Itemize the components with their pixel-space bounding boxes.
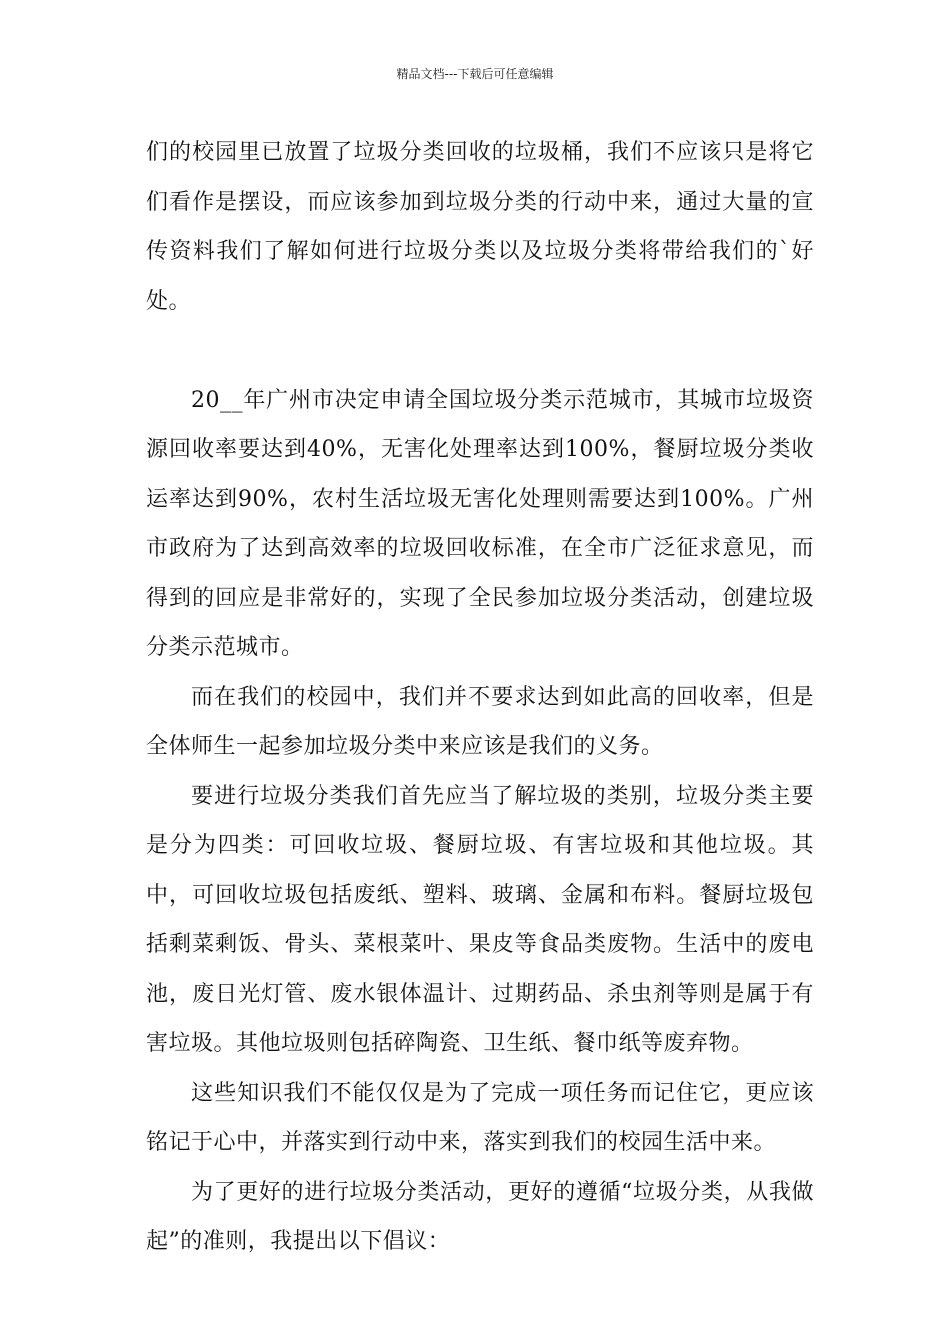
page-header: 精品文档---下载后可任意编辑 [396, 67, 554, 81]
paragraph-5: 这些知识我们不能仅仅是为了完成一项任务而记住它，更应该铭记于心中，并落实到行动中来，落实到我们的校园生活中来。 [146, 1080, 814, 1155]
document-body [146, 128, 814, 1267]
paragraph-4: 要进行垃圾分类我们首先应当了解垃圾的类别，垃圾分类主要是分为四类：可回收垃圾、餐厨垃圾、有害垃圾和其他垃圾。其中，可回收垃圾包括废纸、塑料、玻璃、金属和布料。餐厨垃圾包括剩菜剩饭、骨头、菜根菜叶、果皮等食品类废物。生活中的废电池，废日光灯管、废水银体温计、过期药品、杀虫剂等则是属于有害垃圾。其他垃圾则包括碎陶瓷、卫生纸、餐巾纸等废弃物。 [146, 783, 814, 1056]
paragraph-1: 们的校园里已放置了垃圾分类回收的垃圾桶，我们不应该只是将它们看作是摆设，而应该参加到垃圾分类的行动中来，通过大量的宣传资料我们了解如何进行垃圾分类以及垃圾分类将带给我们的`好处。 [146, 140, 814, 314]
paragraph-6: 为了更好的进行垃圾分类活动，更好的遵循“垃圾分类，从我做起”的准则，我提出以下倡议： [146, 1179, 814, 1254]
paragraph-3: 而在我们的校园中，我们并不要求达到如此高的回收率，但是全体师生一起参加垃圾分类中来应该是我们的义务。 [146, 684, 814, 759]
paragraph-2: 20__年广州市决定申请全国垃圾分类示范城市，其城市垃圾资源回收率要达到40%，无害化处理率达到100%，餐厨垃圾分类收运率达到90%，农村生活垃圾无害化处理则需要达到100%。广州市政府为了达到高效率的垃圾回收标准，在全市广泛征求意见，而得到的回应是非常好的，实现了全民参加垃圾分类活动，创建垃圾分类示范城市。 [146, 387, 814, 660]
